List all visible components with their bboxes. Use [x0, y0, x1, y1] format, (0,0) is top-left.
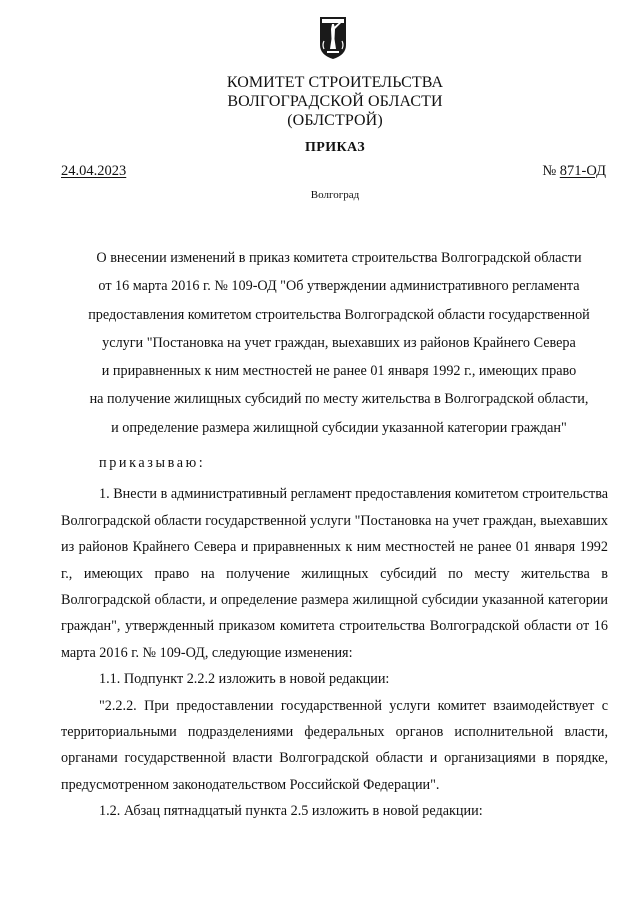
org-line: КОМИТЕТ СТРОИТЕЛЬСТВА	[226, 74, 444, 91]
org-line: ВОЛГОГРАДСКОЙ ОБЛАСТИ	[227, 93, 443, 110]
number-value: 871-ОД	[559, 163, 606, 179]
paragraph-1-1: 1.1. Подпункт 2.2.2 изложить в новой редакции:	[99, 671, 390, 688]
title-line: услуги "Постановка на учет граждан, выехавших из районов Крайнего Севера	[102, 334, 576, 351]
title-line: от 16 марта 2016 г. № 109-ОД "Об утверждении административного регламента	[98, 278, 580, 295]
volgograd-coat-of-arms-icon	[318, 15, 348, 60]
document-title	[52, 244, 626, 442]
paragraph-1: 1. Внести в административный регламент предоставления комитетом строительства Волгоградской области государственной услуги "Постановка на учет граждан, выехавших из районов Крайнего Севера и приравненных к ним местностей не ранее 01 января 1992 г., имеющих право на получение жилищных субсидий по месту жительства в Волгоградской области, и определение размера жилищной субсидии указанной категории граждан", утвержденный приказом комитета строительства Волгоградской области от 16 марта 2016 г. № 109-ОД, следующие изменения:	[61, 486, 608, 661]
order-word: приказываю:	[99, 455, 206, 471]
document-date: 24.04.2023	[61, 163, 127, 179]
title-line: и определение размера жилищной субсидии указанной категории граждан"	[111, 419, 567, 436]
document-city: Волгоград	[310, 189, 360, 201]
organization-name	[0, 73, 640, 130]
number-prefix: №	[542, 163, 560, 179]
title-line: и приравненных к ним местностей не ранее 01 января 1992 г., имеющих право	[101, 363, 577, 380]
document-number	[542, 163, 606, 180]
paragraph-quote-2-2-2: "2.2.2. При предоставлении государственной услуги комитет взаимодействует с территориальными подразделениями федеральных органов исполнительной власти, органами государственной власти Волгоградской области и организациями в порядке, предусмотренном законодательством Российской Федерации".	[61, 697, 608, 793]
org-line: (ОБЛСТРОЙ)	[287, 112, 383, 129]
title-line: О внесении изменений в приказ комитета строительства Волгоградской области	[96, 250, 582, 266]
title-line: предоставления комитетом строительства Волгоградской области государственной	[88, 306, 590, 323]
paragraph-1-2: 1.2. Абзац пятнадцатый пункта 2.5 изложить в новой редакции:	[99, 803, 483, 820]
document-body	[61, 450, 608, 825]
title-line: на получение жилищных субсидий по месту жительства в Волгоградской области,	[89, 391, 589, 408]
document-type: ПРИКАЗ	[304, 140, 366, 155]
